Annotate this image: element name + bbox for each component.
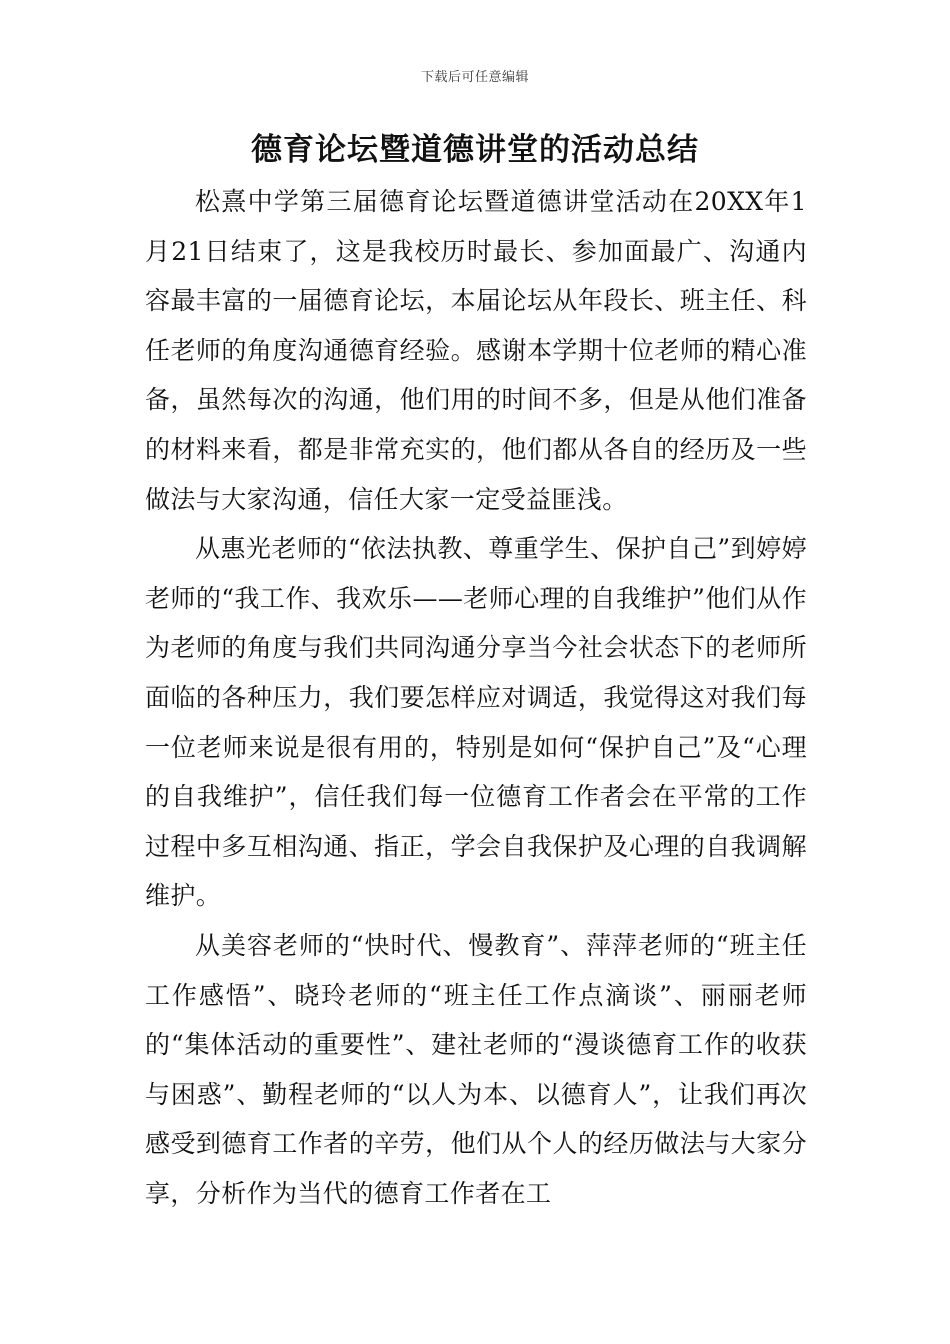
document-title: 德育论坛暨道德讲堂的活动总结: [251, 132, 699, 168]
paragraph-3: 从美容老师的“快时代、慢教育”、萍萍老师的“班主任工作感悟”、晓玲老师的“班主任工作点滴谈”、丽丽老师的“集体活动的重要性”、建社老师的“漫谈德育工作的收获与困惑”、勤程老师的“以人为本、以德育人”，让我们再次感受到德育工作者的辛劳，他们从个人的经历做法与大家分享，分析作为当代的德育工作者在工: [145, 930, 807, 1208]
paragraph-2: 从惠光老师的“依法执教、尊重学生、保护自己”到婷婷老师的“我工作、我欢乐——老师心理的自我维护”他们从作为老师的角度与我们共同沟通分享当今社会状态下的老师所面临的各种压力，我们要怎样应对调适，我觉得这对我们每一位老师来说是很有用的，特别是如何“保护自己”及“心理的自我维护”，信任我们每一位德育工作者会在平常的工作过程中多互相沟通、指正，学会自我保护及心理的自我调解维护。: [145, 534, 807, 911]
paragraph-1: 松熹中学第三届德育论坛暨道德讲堂活动在20XX年1月21日结束了，这是我校历时最长、参加面最广、沟通内容最丰富的一届德育论坛，本届论坛从年段长、班主任、科任老师的角度沟通德育经验。感谢本学期十位老师的精心准备，虽然每次的沟通，他们用的时间不多，但是从他们准备的材料来看，都是非常充实的，他们都从各自的经历及一些做法与大家沟通，信任大家一定受益匪浅。: [145, 187, 807, 514]
document-body: [145, 177, 807, 1218]
header-note: 下载后可任意编辑: [420, 70, 529, 85]
